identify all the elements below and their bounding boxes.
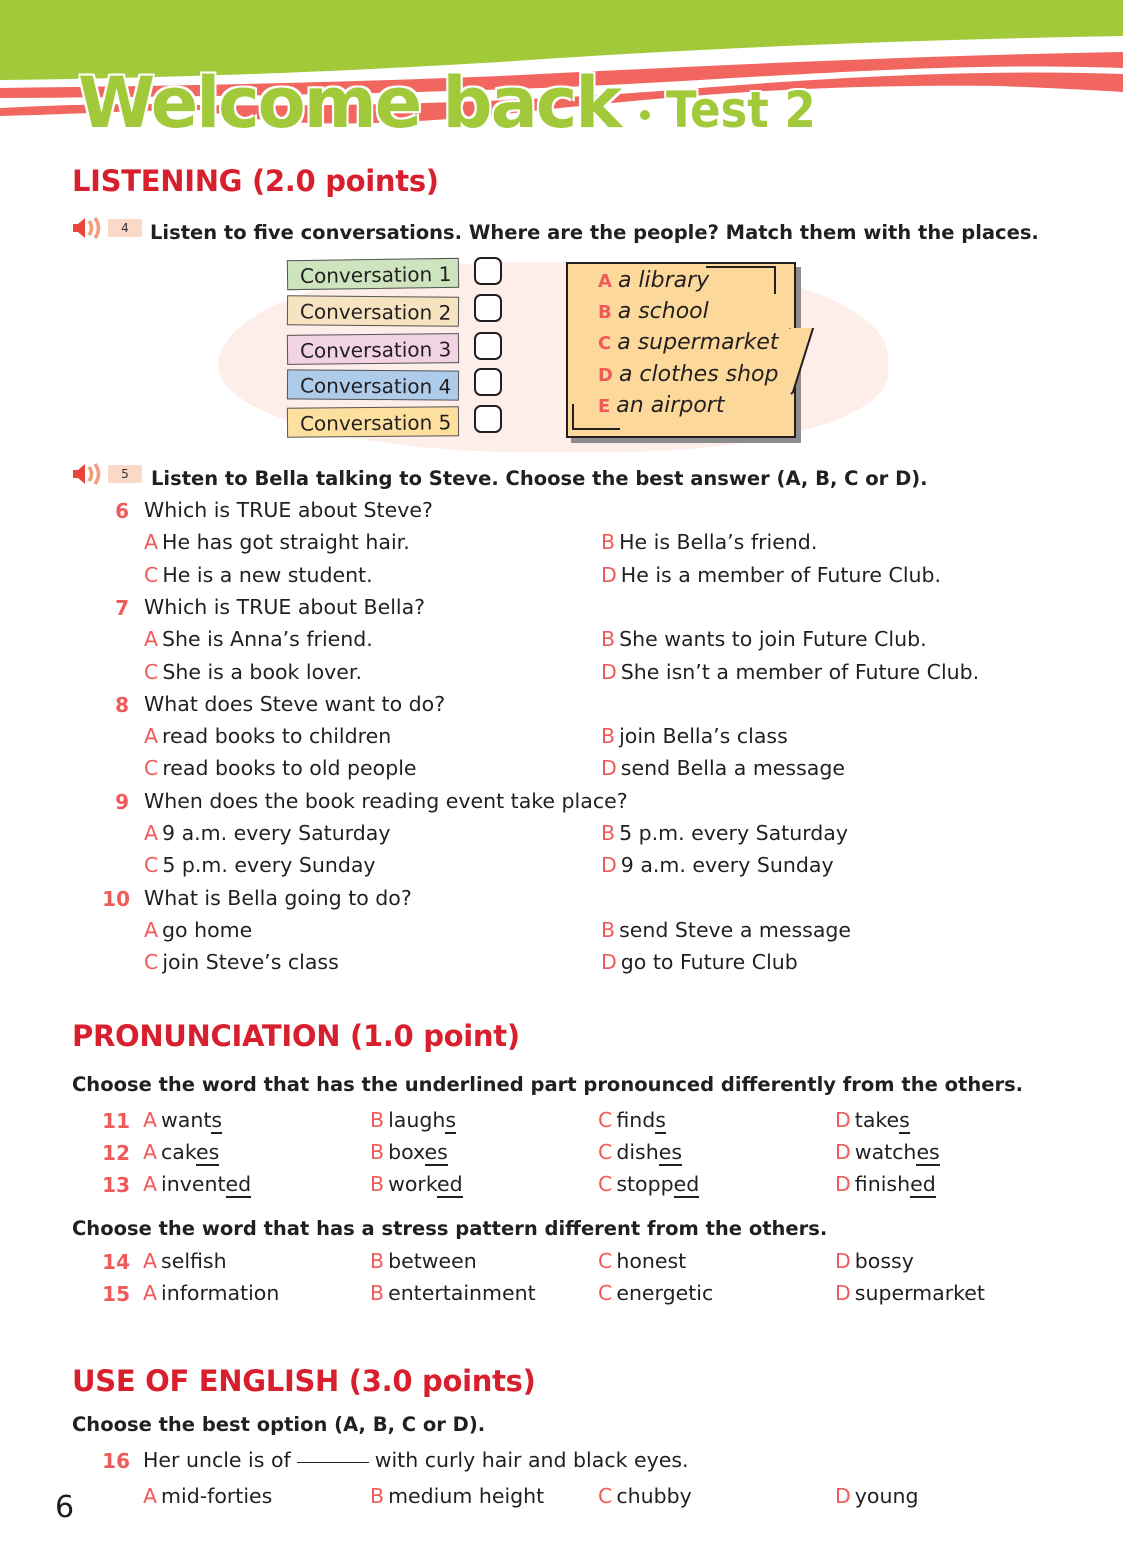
option-letter: C — [144, 950, 159, 975]
answer-option[interactable] — [835, 1172, 936, 1196]
option-letter: C — [598, 1108, 613, 1132]
place-text: an airport — [616, 393, 725, 418]
answer-option[interactable] — [598, 1281, 713, 1305]
answer-option[interactable] — [144, 821, 390, 845]
option-letter: C — [144, 853, 159, 878]
option-letter: D — [835, 1108, 851, 1132]
place-option — [598, 393, 724, 418]
answer-option[interactable] — [601, 530, 817, 554]
option-text: 9 a.m. every Sunday — [620, 853, 834, 878]
option-word-stem: cak — [161, 1140, 197, 1164]
answer-option[interactable] — [598, 1172, 699, 1196]
answer-option[interactable] — [144, 563, 373, 587]
answer-option[interactable] — [835, 1281, 985, 1305]
speaker-icon — [72, 462, 104, 486]
option-text: She is a book lover. — [162, 659, 362, 684]
answer-option[interactable] — [370, 1484, 544, 1508]
option-letter: B — [601, 821, 616, 845]
option-letter: C — [598, 1172, 613, 1196]
option-letter: C — [144, 756, 159, 781]
option-letter: B — [370, 1484, 385, 1508]
option-text: entertainment — [388, 1281, 536, 1305]
answer-box[interactable] — [474, 257, 502, 285]
option-letter: D — [835, 1249, 851, 1273]
option-letter: A — [144, 821, 159, 845]
option-letter: A — [143, 1281, 158, 1305]
answer-option[interactable] — [601, 950, 798, 974]
answer-option[interactable] — [144, 627, 373, 651]
option-letter: A — [143, 1484, 158, 1508]
answer-option[interactable] — [601, 853, 834, 877]
answer-option[interactable] — [601, 660, 979, 684]
answer-option[interactable] — [144, 724, 391, 748]
option-letter: A — [144, 724, 159, 749]
answer-option[interactable] — [601, 756, 845, 780]
option-text: honest — [616, 1249, 687, 1273]
answer-option[interactable] — [835, 1249, 914, 1273]
option-letter: D — [601, 562, 617, 587]
pronunciation-instruction-sounds: Choose the word that has the underlined part pronounced differently from the others. — [72, 1073, 1024, 1096]
option-text: join Steve’s class — [162, 950, 339, 975]
option-word-stem: box — [388, 1140, 425, 1164]
option-letter: D — [835, 1172, 851, 1196]
answer-option[interactable] — [601, 563, 941, 587]
answer-option[interactable] — [601, 821, 848, 845]
place-option — [598, 268, 709, 293]
answer-option[interactable] — [143, 1484, 272, 1508]
conversation-label: Conversation 5 — [287, 406, 459, 437]
option-letter: C — [598, 333, 612, 354]
option-word-stem: watch — [854, 1140, 917, 1164]
question-text: Which is TRUE about Bella? — [144, 594, 426, 619]
answer-option[interactable] — [598, 1140, 682, 1164]
option-text: energetic — [616, 1281, 714, 1305]
option-word-stem: take — [854, 1108, 900, 1132]
answer-option[interactable] — [370, 1172, 463, 1196]
track-number-badge: 4 — [108, 219, 142, 237]
option-letter: B — [370, 1249, 385, 1273]
answer-box[interactable] — [474, 405, 502, 433]
answer-blank[interactable] — [297, 1462, 369, 1463]
answer-option[interactable] — [144, 660, 362, 684]
option-letter: C — [144, 562, 159, 587]
option-letter: A — [143, 1108, 158, 1132]
question-number: 15 — [102, 1282, 130, 1306]
option-text: read books to children — [162, 724, 392, 749]
answer-option[interactable] — [835, 1140, 940, 1164]
option-text: medium height — [388, 1484, 545, 1508]
answer-option[interactable] — [144, 756, 417, 780]
answer-option[interactable] — [143, 1249, 227, 1273]
answer-option[interactable] — [143, 1172, 251, 1196]
option-underlined-part: es — [658, 1140, 683, 1164]
option-text: He has got straight hair. — [162, 530, 410, 555]
option-word-stem: work — [388, 1172, 437, 1196]
question-text: What is Bella going to do? — [144, 885, 412, 910]
answer-option[interactable] — [144, 853, 376, 877]
track-number-badge: 5 — [108, 465, 142, 483]
option-word-stem: want — [161, 1108, 212, 1132]
answer-box[interactable] — [474, 332, 502, 360]
question-text-after: with curly hair and black eyes. — [374, 1448, 689, 1472]
place-text: a library — [617, 268, 710, 293]
option-letter: D — [835, 1484, 851, 1508]
answer-option[interactable] — [370, 1281, 536, 1305]
option-letter: A — [598, 271, 612, 292]
option-letter: B — [370, 1108, 385, 1132]
place-option — [598, 330, 779, 355]
option-word-stem: stopp — [616, 1172, 674, 1196]
answer-option[interactable] — [601, 918, 851, 942]
answer-option[interactable] — [143, 1281, 279, 1305]
option-text: bossy — [854, 1249, 914, 1273]
place-option — [598, 299, 709, 324]
option-underlined-part: ed — [225, 1172, 252, 1196]
option-underlined-part: es — [916, 1140, 940, 1164]
answer-option[interactable] — [370, 1108, 456, 1132]
option-text: 5 p.m. every Sunday — [162, 853, 376, 878]
option-underlined-part: es — [424, 1140, 448, 1164]
option-underlined-part: ed — [673, 1172, 700, 1196]
option-underlined-part: es — [196, 1140, 220, 1164]
option-letter: C — [598, 1249, 613, 1273]
pronunciation-heading: PRONUNCIATION (1.0 point) — [72, 1019, 520, 1053]
option-text: send Bella a message — [620, 756, 845, 781]
answer-option[interactable] — [370, 1249, 477, 1273]
answer-option[interactable] — [598, 1484, 692, 1508]
option-underlined-part: s — [655, 1108, 666, 1132]
conversation-label: Conversation 4 — [287, 369, 459, 400]
option-text: go home — [162, 917, 253, 942]
option-letter: A — [144, 530, 159, 555]
listening-task1-instruction: Listen to five conversations. Where are the people? Match them with the places. — [150, 221, 1039, 244]
option-text: 9 a.m. every Saturday — [162, 821, 391, 845]
place-text: a clothes shop — [618, 362, 779, 387]
option-letter: A — [143, 1140, 158, 1164]
option-text: send Steve a message — [619, 917, 852, 942]
option-underlined-part: s — [899, 1108, 910, 1132]
use-of-english-heading: USE OF ENGLISH (3.0 points) — [72, 1364, 536, 1398]
page-title — [78, 62, 816, 144]
option-letter: B — [370, 1172, 385, 1196]
audio-track-4[interactable] — [72, 216, 142, 240]
option-text: between — [388, 1249, 477, 1273]
option-letter: D — [601, 853, 617, 878]
question-number: 8 — [115, 692, 129, 717]
option-underlined-part: s — [211, 1108, 223, 1132]
conversation-label: Conversation 2 — [287, 295, 459, 326]
option-text: information — [161, 1281, 280, 1305]
listening-task2-instruction: Listen to Bella talking to Steve. Choose the best answer (A, B, C or D). — [151, 467, 928, 490]
option-letter: D — [601, 659, 617, 684]
title-test-number: Test 2 — [665, 81, 816, 139]
option-letter: B — [370, 1140, 385, 1164]
option-text: read books to old people — [162, 756, 417, 781]
answer-option[interactable] — [601, 627, 927, 651]
option-text: He is a new student. — [162, 562, 373, 587]
answer-option[interactable] — [835, 1108, 910, 1132]
answer-option[interactable] — [144, 530, 410, 554]
option-text: young — [854, 1484, 919, 1508]
answer-option[interactable] — [144, 950, 339, 974]
option-text: selfish — [161, 1249, 227, 1273]
question-number: 16 — [102, 1449, 130, 1473]
option-underlined-part: ed — [436, 1172, 463, 1196]
option-letter: D — [601, 756, 617, 781]
option-text: 5 p.m. every Saturday — [619, 821, 848, 845]
page-number: 6 — [55, 1490, 75, 1525]
option-word-stem: finish — [854, 1172, 911, 1196]
option-letter: D — [601, 950, 617, 975]
option-letter: C — [144, 659, 159, 684]
listening-heading: LISTENING (2.0 points) — [72, 164, 439, 198]
audio-track-5[interactable] — [72, 462, 142, 486]
answer-option[interactable] — [598, 1108, 666, 1132]
answer-option[interactable] — [143, 1108, 222, 1132]
title-separator-dot — [638, 108, 652, 122]
option-word-stem: invent — [161, 1172, 226, 1196]
option-word-stem: find — [616, 1108, 656, 1132]
question-number: 7 — [115, 595, 129, 620]
option-letter: B — [601, 530, 616, 555]
question-number: 14 — [102, 1250, 130, 1274]
conversation-label: Conversation 3 — [287, 333, 459, 365]
question-text-before: Her uncle is of — [143, 1448, 291, 1472]
option-letter: E — [598, 396, 611, 417]
option-text: She is Anna’s friend. — [162, 627, 373, 652]
answer-option[interactable] — [835, 1484, 918, 1508]
answer-option[interactable] — [601, 724, 788, 748]
question-number: 9 — [115, 789, 129, 814]
option-letter: B — [601, 724, 616, 749]
use-of-english-instruction: Choose the best option (A, B, C or D). — [72, 1413, 486, 1436]
place-option — [598, 362, 779, 387]
option-text: She wants to join Future Club. — [619, 627, 927, 652]
option-text: mid-forties — [161, 1484, 273, 1508]
pronunciation-instruction-stress: Choose the word that has a stress pattern different from the others. — [72, 1217, 828, 1240]
question-text: What does Steve want to do? — [144, 691, 446, 716]
speaker-icon — [72, 216, 104, 240]
answer-option[interactable] — [598, 1249, 686, 1273]
place-text: a supermarket — [617, 330, 779, 355]
option-text: chubby — [616, 1484, 692, 1508]
bubble-corner-mark — [706, 266, 776, 294]
option-letter: B — [601, 627, 616, 652]
option-text: go to Future Club — [620, 950, 798, 975]
option-word-stem: laugh — [388, 1108, 446, 1132]
option-text: He is Bella’s friend. — [619, 530, 818, 555]
title-welcome-back: Welcome back — [78, 62, 620, 144]
place-text: a school — [617, 299, 709, 324]
option-letter: C — [598, 1140, 613, 1164]
option-text: supermarket — [854, 1281, 985, 1305]
option-underlined-part: s — [445, 1108, 457, 1132]
option-letter: D — [835, 1281, 851, 1305]
option-text: join Bella’s class — [619, 724, 788, 749]
option-letter: C — [598, 1281, 613, 1305]
option-letter: B — [601, 917, 616, 942]
option-word-stem: dish — [616, 1140, 659, 1164]
question-number: 6 — [115, 499, 129, 523]
option-letter: D — [598, 365, 613, 386]
option-letter: A — [143, 1249, 158, 1273]
question-number: 13 — [102, 1173, 130, 1197]
option-underlined-part: ed — [910, 1172, 936, 1196]
option-letter: B — [598, 302, 612, 323]
question-number: 12 — [102, 1141, 130, 1165]
option-text: He is a member of Future Club. — [620, 562, 942, 587]
answer-option[interactable] — [144, 918, 252, 942]
option-letter: A — [144, 627, 159, 652]
question-text — [143, 1448, 689, 1472]
question-text: When does the book reading event take place? — [144, 788, 628, 813]
question-number: 11 — [102, 1109, 130, 1133]
option-letter: D — [835, 1140, 851, 1164]
option-text: She isn’t a member of Future Club. — [620, 659, 980, 684]
answer-option[interactable] — [143, 1140, 219, 1164]
answer-option[interactable] — [370, 1140, 448, 1164]
question-number: 10 — [102, 886, 130, 911]
option-letter: A — [144, 917, 159, 942]
conversation-label: Conversation 1 — [287, 258, 459, 290]
speech-bubble-tail — [787, 328, 819, 418]
option-letter: B — [370, 1281, 385, 1305]
option-letter: C — [598, 1484, 613, 1508]
answer-box[interactable] — [474, 368, 502, 396]
option-letter: A — [143, 1172, 158, 1196]
answer-box[interactable] — [474, 294, 502, 322]
question-text: Which is TRUE about Steve? — [144, 498, 433, 522]
